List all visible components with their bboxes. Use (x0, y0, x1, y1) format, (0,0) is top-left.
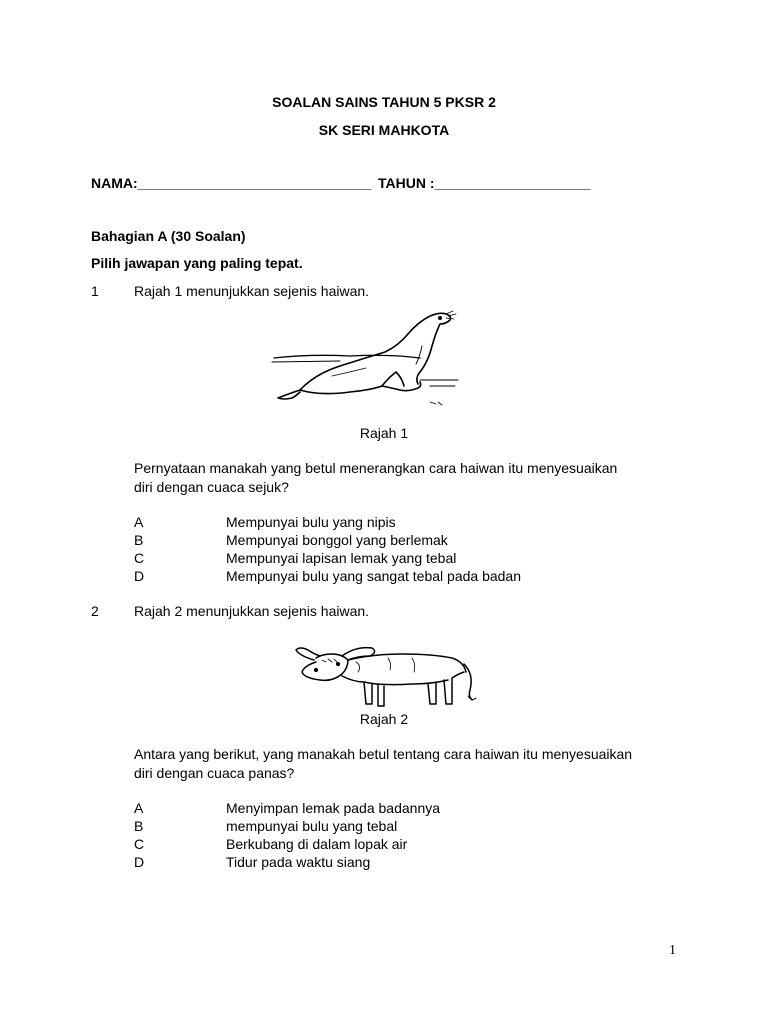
question-prompt-line2: diri dengan cuaca sejuk? (134, 479, 289, 495)
name-field-label: NAMA:______________________________ (91, 175, 372, 191)
option-text: mempunyai bulu yang tebal (226, 818, 398, 834)
option-text: Menyimpan lemak pada badannya (226, 800, 441, 816)
option-letter: D (134, 854, 145, 870)
question-prompt-line1: Antara yang berikut, yang manakah betul tentang cara haiwan itu menyesuaikan (134, 746, 633, 762)
exam-title: SOALAN SAINS TAHUN 5 PKSR 2 (272, 94, 496, 110)
question-number: 2 (91, 603, 99, 619)
option-d[interactable] (0, 568, 768, 585)
figure-caption: Rajah 1 (359, 425, 409, 441)
question-stem: Rajah 2 menunjukkan sejenis haiwan. (134, 603, 370, 619)
option-d[interactable] (0, 854, 768, 871)
option-text: Mempunyai bulu yang sangat tebal pada badan (226, 568, 521, 584)
option-text: Mempunyai lapisan lemak yang tebal (226, 550, 457, 566)
option-letter: C (134, 550, 145, 566)
option-c[interactable] (0, 550, 768, 567)
option-text: Tidur pada waktu siang (226, 854, 371, 870)
option-letter: D (134, 568, 145, 584)
year-field-label: TAHUN :____________________ (378, 175, 591, 191)
option-letter: C (134, 836, 145, 852)
figure-caption: Rajah 2 (359, 711, 409, 727)
option-letter: A (134, 800, 144, 816)
option-c[interactable] (0, 836, 768, 853)
question-number: 1 (91, 283, 99, 299)
school-name: SK SERI MAHKOTA (318, 122, 450, 138)
option-letter: B (134, 532, 144, 548)
seal-illustration (270, 306, 460, 408)
option-text: Berkubang di dalam lopak air (226, 836, 408, 852)
question-prompt-line1: Pernyataan manakah yang betul menerangkan cara haiwan itu menyesuaikan (134, 460, 618, 476)
page-number: 1 (669, 943, 676, 958)
buffalo-illustration (292, 642, 480, 710)
option-letter: A (134, 514, 144, 530)
section-title: Bahagian A (30 Soalan) (91, 228, 246, 244)
option-b[interactable] (0, 818, 768, 835)
question-stem: Rajah 1 menunjukkan sejenis haiwan. (134, 283, 370, 299)
option-letter: B (134, 818, 144, 834)
option-text: Mempunyai bonggol yang berlemak (226, 532, 448, 548)
option-a[interactable] (0, 514, 768, 531)
option-a[interactable] (0, 800, 768, 817)
option-text: Mempunyai bulu yang nipis (226, 514, 396, 530)
question-prompt-line2: diri dengan cuaca panas? (134, 765, 295, 781)
section-instruction: Pilih jawapan yang paling tepat. (91, 255, 303, 271)
option-b[interactable] (0, 532, 768, 549)
